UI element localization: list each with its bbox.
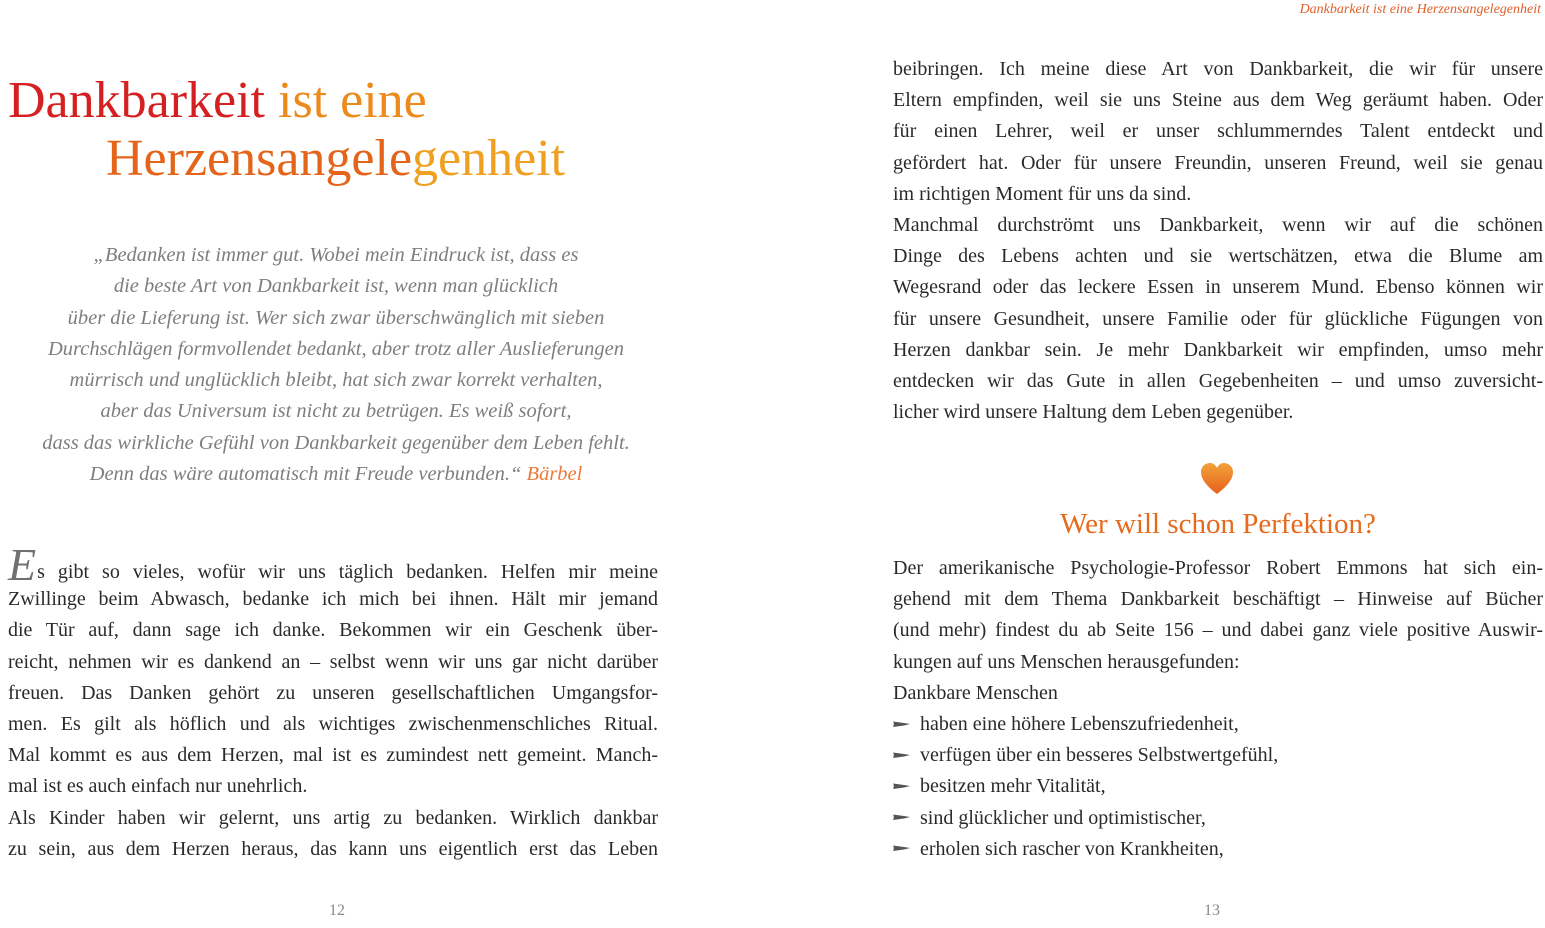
list-item: sind glücklicher und optimistischer, (893, 803, 1543, 834)
running-header: Dankbarkeit ist eine Herzensangelegenheit (1299, 2, 1541, 17)
quote-line: aber das Universum ist nicht zu betrügen. Es weiß sofort, (100, 400, 572, 423)
body-line: Manchmal durchströmt uns Dankbarkeit, wenn wir auf die schönen (893, 213, 1543, 236)
body-line: Dinge des Lebens achten und sie wertschätzen, etwa die Blume am (893, 245, 1543, 268)
pointing-hand-icon (893, 781, 911, 791)
epigraph-quote (0, 240, 672, 490)
chapter-title (8, 72, 688, 188)
section-body (893, 553, 1543, 865)
quote-author: Bärbel (526, 463, 583, 486)
quote-line: dass das wirkliche Gefühl von Dankbarkeit gegenüber dem Leben fehlt. (42, 431, 630, 454)
body-line: reicht, nehmen wir es dankend an – selbst wenn wir uns gar nicht darüber (8, 650, 658, 673)
heart-icon (1199, 461, 1235, 497)
body-line: im richtigen Moment für uns da sind. (893, 182, 1192, 205)
body-line: Der amerikanische Psychologie-Professor Robert Emmons hat sich ein- (893, 557, 1543, 579)
list-intro: Dankbare Menschen (893, 681, 1058, 704)
pointing-hand-icon (893, 812, 911, 822)
body-line: gefördert hat. Oder für unsere Freundin, unseren Freund, weil sie genau (893, 151, 1543, 174)
list-item: besitzen mehr Vitalität, (893, 771, 1543, 802)
quote-line: mürrisch und unglücklich bleibt, hat sich zwar korrekt verhalten, (69, 369, 603, 392)
body-line: men. Es gilt als höflich und als wichtiges zwischenmenschliches Ritual. (8, 712, 658, 735)
body-line: Als Kinder haben wir gelernt, uns artig zu bedanken. Wirklich dankbar (8, 806, 658, 829)
body-line: gehend mit dem Thema Dankbarkeit beschäftigt – Hinweise auf Bücher (893, 588, 1543, 611)
pointing-hand-icon (893, 750, 911, 760)
page-number-right: 13 (1204, 902, 1220, 919)
body-line: Wegesrand oder das leckere Essen in unserem Mund. Ebenso können wir (893, 276, 1543, 299)
list-item: verfügen über ein besseres Selbstwertgefühl, (893, 740, 1543, 771)
pointing-hand-icon (893, 843, 911, 853)
quote-line: die beste Art von Dankbarkeit ist, wenn man glücklich (113, 275, 559, 298)
title-part: genheit (412, 130, 566, 187)
body-line: Herzen dankbar sein. Je mehr Dankbarkeit wir empfinden, umso mehr (893, 338, 1543, 361)
benefit-list (893, 709, 1543, 865)
body-line: kungen auf uns Menschen herausgefunden: (893, 650, 1240, 673)
section-heading: Wer will schon Perfektion? (1060, 508, 1376, 540)
left-page-body (8, 539, 658, 865)
page-number-left: 12 (329, 902, 345, 919)
quote-line: über die Lieferung ist. Wer sich zwar überschwänglich mit sieben (67, 306, 605, 329)
body-line: Eltern empfinden, weil sie uns Steine aus dem Weg geräumt haben. Oder (893, 89, 1543, 112)
quote-line: Denn das wäre automatisch mit Freude verbunden.“ Bärbel (89, 463, 583, 486)
quote-line: Durchschlägen formvollendet bedankt, aber trotz aller Auslieferungen (48, 337, 624, 360)
title-part: Dankbarkeit (8, 72, 279, 129)
body-line: zu sein, aus dem Herzen heraus, das kann uns eigentlich erst das Leben (8, 837, 658, 860)
list-item: erholen sich rascher von Krankheiten, (893, 834, 1543, 865)
drop-cap: E (8, 539, 37, 590)
body-line: entdecken wir das Gute in allen Gegebenheiten – und umso zuversicht- (893, 369, 1543, 392)
body-line: beibringen. Ich meine diese Art von Dankbarkeit, die wir für unsere (893, 58, 1543, 80)
body-line: Es gibt so vieles, wofür wir uns täglich bedanken. Helfen mir meine (8, 539, 658, 590)
list-item: haben eine höhere Lebenszufriedenheit, (893, 709, 1543, 740)
body-line: mal ist es auch einfach nur unehrlich. (8, 775, 308, 798)
body-line: für einen Lehrer, weil er unser schlummerndes Talent entdeckt und (893, 120, 1543, 143)
body-line: (und mehr) findest du ab Seite 156 – und dabei ganz viele positive Auswir- (893, 619, 1543, 642)
body-line: Mal kommt es aus dem Herzen, mal ist es zumindest nett gemeint. Manch- (8, 744, 658, 767)
body-line: freuen. Das Danken gehört zu unseren gesellschaftlichen Umgangsfor- (8, 681, 658, 704)
title-part: Herzensangele (106, 130, 413, 187)
body-line: die Tür auf, dann sage ich danke. Bekommen wir ein Geschenk über- (8, 619, 658, 642)
quote-line: „Bedanken ist immer gut. Wobei mein Eindruck ist, dass es (93, 244, 579, 266)
title-part: ist eine (278, 72, 427, 129)
pointing-hand-icon (893, 719, 911, 729)
body-line: licher wird unsere Haltung dem Leben gegenüber. (893, 401, 1294, 424)
right-page-body (893, 54, 1543, 428)
body-line: für unsere Gesundheit, unsere Familie oder für glückliche Fügungen von (893, 307, 1543, 330)
body-line: Zwillinge beim Abwasch, bedanke ich mich bei ihnen. Hält mir jemand (8, 588, 658, 611)
